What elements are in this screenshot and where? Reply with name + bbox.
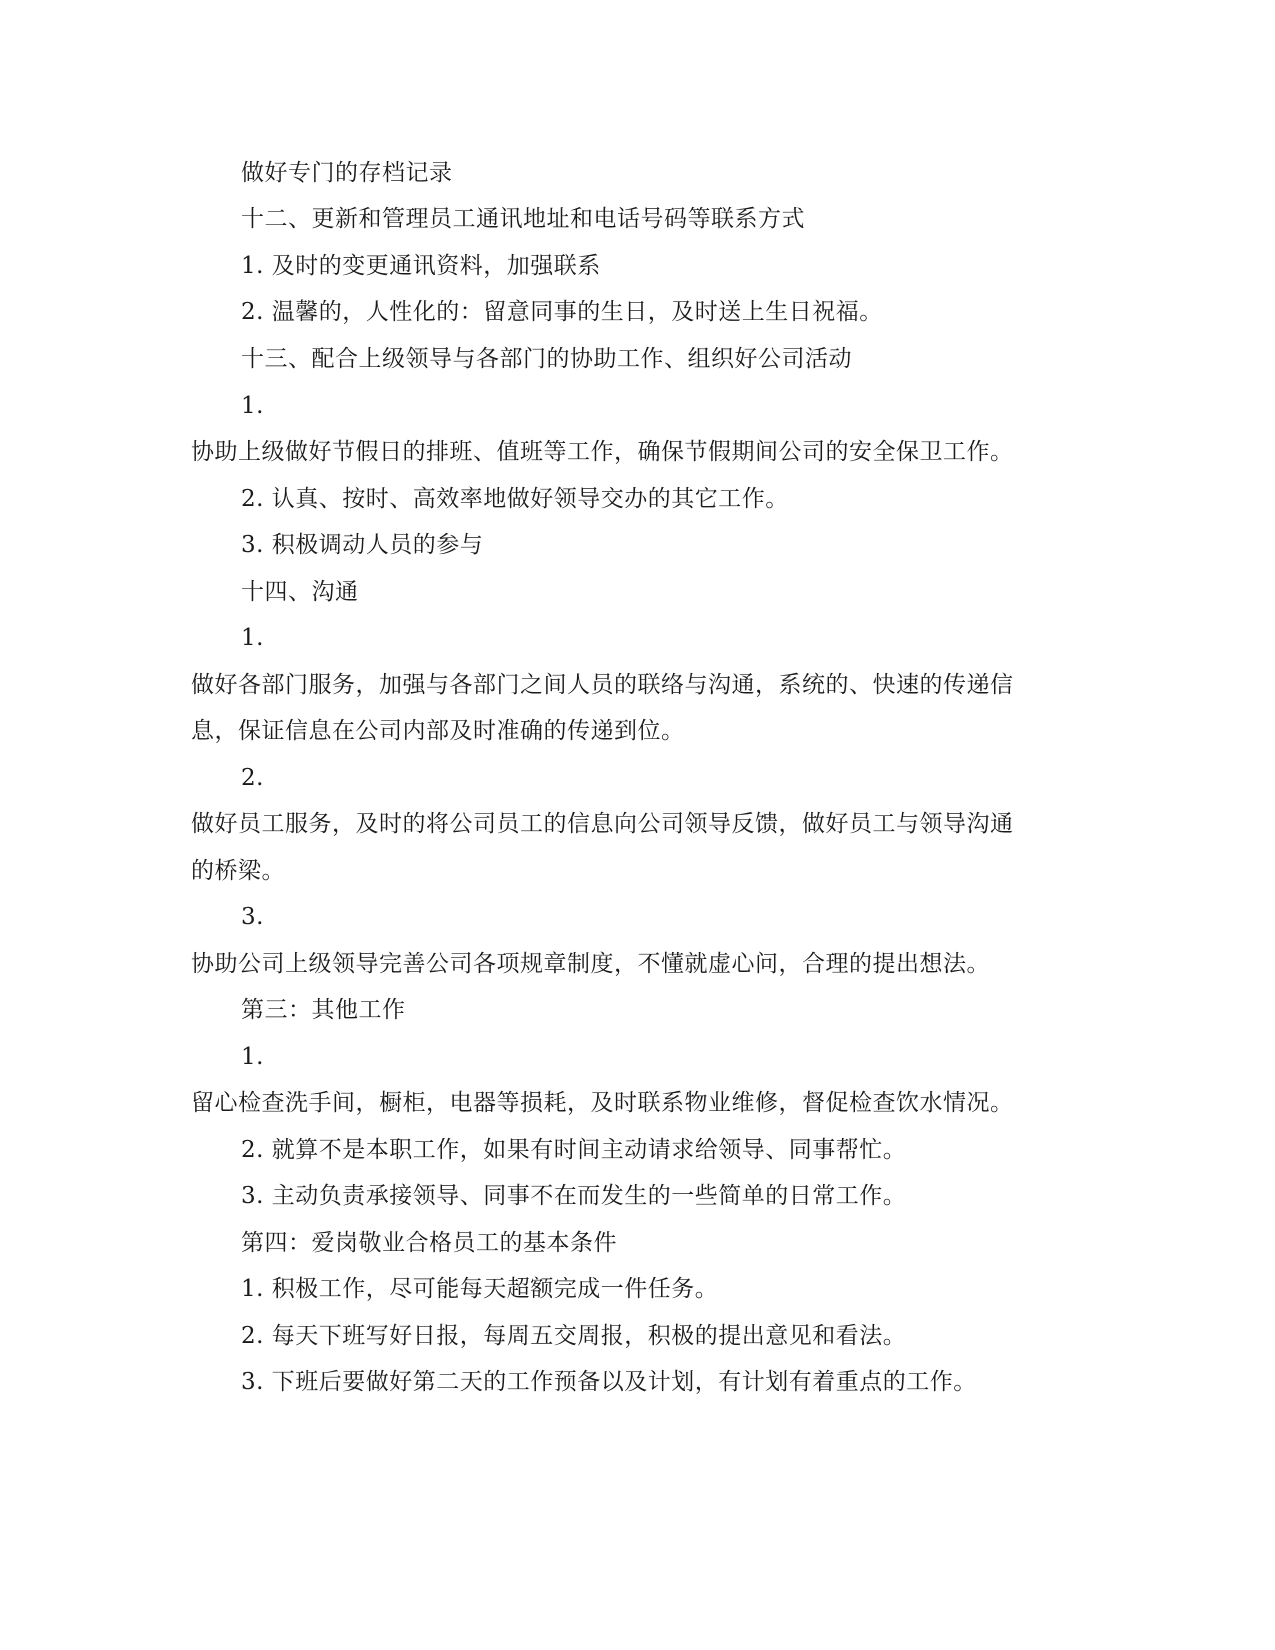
list-number: 3. <box>241 904 264 930</box>
section-heading: 十三、配合上级领导与各部门的协助工作、组织好公司活动 <box>241 346 852 372</box>
section-heading: 十四、沟通 <box>241 579 359 605</box>
list-item-text: 协助上级做好节假日的排班、值班等工作，确保节假期间公司的安全保卫工作。 <box>191 439 1014 465</box>
list-item-text: 的桥梁。 <box>191 858 285 884</box>
list-item-text: 做好员工服务，及时的将公司员工的信息向公司领导反馈，做好员工与领导沟通 <box>191 811 1014 837</box>
list-item: 3. 下班后要做好第二天的工作预备以及计划，有计划有着重点的工作。 <box>241 1369 977 1395</box>
list-number: 1. <box>241 625 264 651</box>
section-heading: 第三：其他工作 <box>241 997 406 1023</box>
list-item: 2. 认真、按时、高效率地做好领导交办的其它工作。 <box>241 486 789 512</box>
list-item: 3. 主动负责承接领导、同事不在而发生的一些简单的日常工作。 <box>241 1183 907 1209</box>
list-item: 1. 积极工作，尽可能每天超额完成一件任务。 <box>241 1276 719 1302</box>
list-item: 2. 就算不是本职工作，如果有时间主动请求给领导、同事帮忙。 <box>241 1137 907 1163</box>
list-number: 1. <box>241 393 264 419</box>
list-item: 2. 每天下班写好日报，每周五交周报，积极的提出意见和看法。 <box>241 1323 907 1349</box>
list-item-text: 做好各部门服务，加强与各部门之间人员的联络与沟通，系统的、快速的传递信 <box>191 672 1014 698</box>
list-item-text: 协助公司上级领导完善公司各项规章制度，不懂就虚心问，合理的提出想法。 <box>191 951 990 977</box>
text-line: 做好专门的存档记录 <box>241 160 453 186</box>
list-item: 2. 温馨的，人性化的：留意同事的生日，及时送上生日祝福。 <box>241 299 883 325</box>
section-heading: 十二、更新和管理员工通讯地址和电话号码等联系方式 <box>241 206 805 232</box>
list-item: 1. 及时的变更通讯资料，加强联系 <box>241 253 601 279</box>
list-item: 3. 积极调动人员的参与 <box>241 532 484 558</box>
section-heading: 第四：爱岗敬业合格员工的基本条件 <box>241 1230 617 1256</box>
list-item-text: 息，保证信息在公司内部及时准确的传递到位。 <box>191 718 685 744</box>
list-number: 1. <box>241 1044 264 1070</box>
list-number: 2. <box>241 765 264 791</box>
list-item-text: 留心检查洗手间，橱柜，电器等损耗，及时联系物业维修，督促检查饮水情况。 <box>191 1090 1014 1116</box>
